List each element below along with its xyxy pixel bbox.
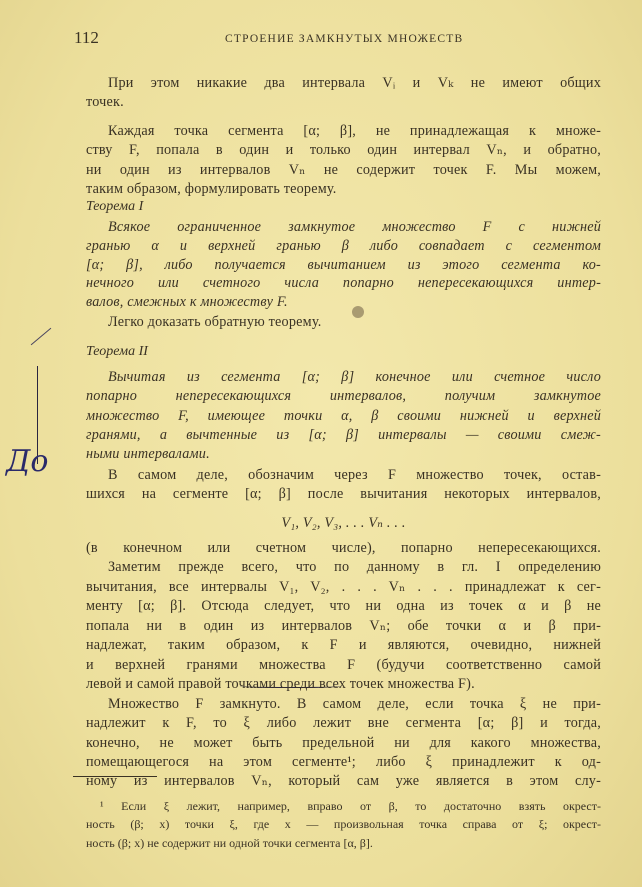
paragraph-line: надлежат, таким образом, к F и являются, очевидно, нижней — [86, 637, 601, 653]
paragraph-line: вычитания, все интервалы V₁, V₂, . . . Vₙ . . . принадлежат к сег- — [86, 578, 601, 595]
paragraph-line: помещающегося на этом сегменте¹; либо ξ принадлежит к од- — [86, 753, 601, 770]
footnote-line: ность (β; x) не содержит ни одной точки сегмента [α, β]. — [86, 835, 373, 850]
theorem-2-line: попарно непересекающихся интервалов, получим замкнутое — [86, 388, 601, 405]
page-number: 112 — [74, 28, 99, 47]
paragraph-line: левой и самой правой точками среди всех точек множества F). — [86, 676, 475, 692]
footnote-line: ¹ Если ξ лежит, например, вправо от β, то достаточно взять окрест- — [100, 799, 601, 813]
margin-slash-mark — [31, 328, 52, 345]
footnote-line: ность (β; x) точки ξ, где x — произвольная точка справа от ξ; окрест- — [86, 817, 601, 832]
paragraph-line: При этом никакие два интервала Vᵢ и Vₖ не имеют общих — [108, 75, 601, 91]
theorem-2-line: множество F, имеющее точки α, β своими нижней и верхней — [86, 407, 601, 424]
paragraph-line: менту [α; β]. Отсюда следует, что ни одна из точек α и β не — [86, 598, 601, 614]
theorem-1-line: валов, смежных к множеству F. — [86, 294, 288, 311]
theorem-2-line: Вычитая из сегмента [α; β] конечное или счетное число — [108, 369, 601, 385]
paragraph-line: таким образом, формулировать теорему. — [86, 180, 337, 197]
paragraph-line: Множество F замкнуто. В самом деле, если точка ξ не при- — [108, 696, 601, 712]
theorem-2-title: Теорема II — [86, 344, 148, 359]
theorem-1-line: нечного или счетного числа попарно непересекающихся интер- — [86, 275, 601, 292]
paragraph-line: и верхней гранями множества F (будучи соответственно самой — [86, 656, 601, 673]
paragraph-line: ному из интервалов Vₙ, который сам уже является в этом слу- — [86, 773, 601, 790]
formula: V₁, V₂, V₃, . . . Vₙ . . . — [281, 515, 406, 531]
theorem-1-line: [α; β], либо получается вычитанием из этого сегмента ко- — [86, 256, 601, 273]
running-head: СТРОЕНИЕ ЗАМКНУТЫХ МНОЖЕСТВ — [225, 33, 464, 45]
paragraph-line: точек. — [86, 93, 124, 110]
paragraph-line: шихся на сегменте [α; β] после вычитания некоторых интервалов, — [86, 486, 601, 503]
paragraph-line: конечно, не может быть предельной ни для какого множества, — [86, 734, 601, 751]
paragraph-line: (в конечном или счетном числе), попарно непересекающихся. — [86, 540, 601, 556]
theorem-1-title: Теорема I — [86, 199, 144, 214]
theorem-1-line: Всякое ограниченное замкнутое множество F с нижней — [108, 219, 601, 235]
paragraph-line: попала ни в один из интервалов Vₙ; обе точки α и β при- — [86, 617, 601, 634]
theorem-1-line: гранью α и верхней гранью β либо совпадает с сегментом — [86, 237, 601, 254]
paragraph-line: Заметим прежде всего, что по данному в гл. I определению — [108, 559, 601, 575]
theorem-2-line: гранями, а вычтенные из [α; β] интервалы — своими смеж- — [86, 426, 601, 443]
paragraph-line: ству F, попала в один и только один интервал Vₙ, и обратно, — [86, 142, 601, 159]
paragraph-line: Легко доказать обратную теорему. — [108, 314, 322, 330]
theorem-2-line: ными интервалами. — [86, 446, 210, 463]
margin-handwritten-note: До — [6, 444, 49, 479]
paragraph-line: надлежит к F, то ξ либо лежит вне сегмента [α; β] и тогда, — [86, 715, 601, 732]
paragraph-line: ни один из интервалов Vₙ не содержит точек F. Мы можем, — [86, 161, 601, 178]
paragraph-line: В самом деле, обозначим через F множество точек, остав- — [108, 467, 601, 483]
paragraph-line: Каждая точка сегмента [α; β], не принадлежащая к множе- — [108, 123, 601, 139]
